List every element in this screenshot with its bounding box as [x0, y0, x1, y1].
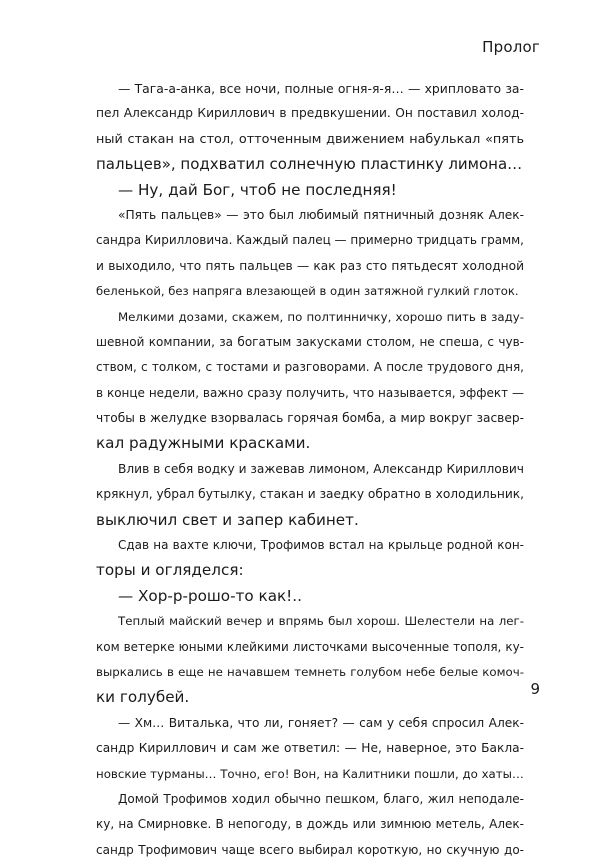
body-text: [96, 76, 524, 863]
text-line: Влив в себя водку и зажевав лимоном, Александр Кириллович: [118, 461, 525, 476]
text-line: Мелкими дозами, скажем, по полтинничку, хорошо пить в заду-: [118, 309, 524, 324]
text-line: «Пять пальцев» — это был любимый пятничный дозняк Алек-: [118, 207, 524, 222]
text-line: сандр Кириллович и сам же ответил: — Не, наверное, это Бакла-: [96, 741, 524, 756]
text-line: ки голубей.: [96, 688, 190, 707]
text-line: торы и огляделся:: [96, 561, 244, 580]
text-line: и выходило, что пять пальцев — как раз сто пятьдесят холодной: [96, 258, 524, 273]
text-line: крякнул, убрал бутылку, стакан и заедку обратно в холодильник,: [96, 487, 524, 502]
text-line: новские турманы… Точно, его! Вон, на Калитники пошли, до хаты…: [96, 766, 524, 781]
text-line: ком ветерке юными клейкими листочками высоченные тополя, ку-: [96, 639, 524, 654]
text-line: — Хор-р-рошо-то как!..: [118, 586, 302, 605]
text-line: ством, с толком, с тостами и разговорами. А после трудового дня,: [96, 360, 524, 375]
text-line: ный стакан на стол, отточенным движением набулькал «пять: [96, 131, 524, 147]
text-line: ку, на Смирновке. В непогоду, в дождь или зимнюю метель, Алек-: [96, 817, 524, 832]
text-line: — Ну, дай Бог, чтоб не последняя!: [118, 180, 397, 199]
text-line: сандр Трофимович чаще всего выбирал короткую, но скучную до-: [96, 842, 524, 857]
text-line: — Хм… Виталька, что ли, гоняет? — сам у себя спросил Алек-: [118, 715, 524, 730]
text-line: в конце недели, важно сразу получить, что называется, эффект —: [96, 385, 524, 400]
text-line: выключил свет и запер кабинет.: [96, 510, 359, 529]
text-line: выркались в еще не начавшем темнеть голубом небе белые комоч-: [96, 664, 524, 679]
text-line: пел Александр Кириллович в предвкушении. Он поставил холод-: [96, 106, 524, 121]
text-line: кал радужными красками.: [96, 434, 311, 453]
running-head: Пролог: [482, 38, 540, 56]
text-line: беленькой, без напряга влезающей в один затяжной гулкий глоток.: [96, 284, 519, 299]
text-line: пальцев», подхватил солнечную пластинку лимона…: [96, 155, 523, 174]
text-line: Теплый майский вечер и впрямь был хорош. Шелестели на лег-: [118, 614, 524, 629]
page-number: 9: [530, 680, 540, 698]
text-line: сандра Кирилловича. Каждый палец — примерно тридцать грамм,: [96, 233, 524, 248]
text-line: Домой Трофимов ходил обычно пешком, благо, жил неподалe-: [118, 791, 524, 806]
text-line: шевной компании, за богатым закусками столом, не спеша, с чув-: [96, 334, 524, 349]
text-line: — Тага-а-анка, все ночи, полные огня-я-я… — хрипловато за-: [118, 81, 524, 96]
text-line: Сдав на вахте ключи, Трофимов встал на крыльце родной кон-: [118, 538, 524, 553]
text-line: чтобы в желудке взорвалась горячая бомба, а мир вокруг засвер-: [96, 411, 524, 426]
